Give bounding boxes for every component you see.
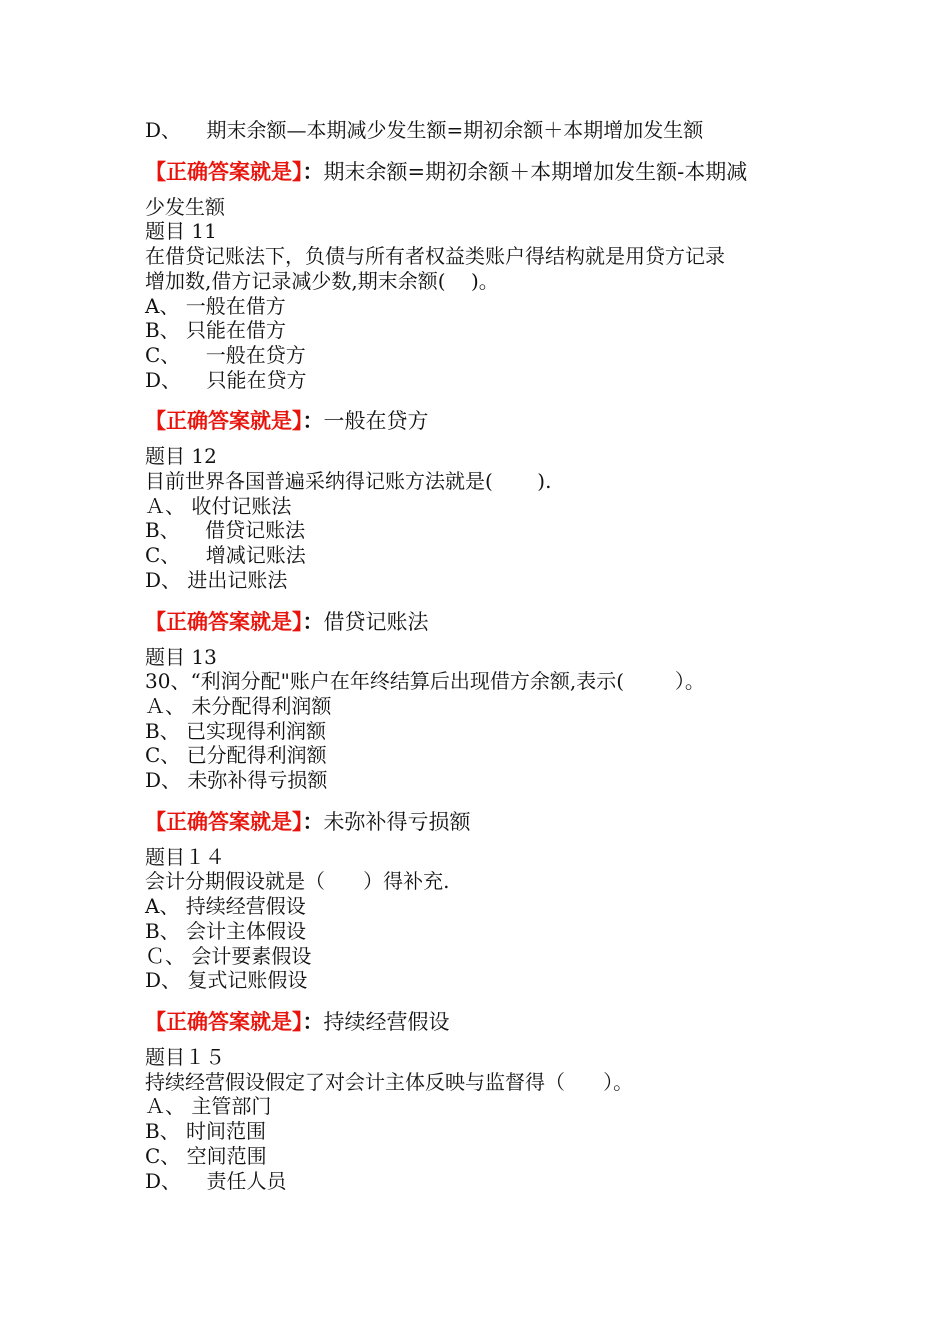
- q13-option-a: Ａ、 未分配得利润额: [145, 693, 332, 718]
- q10-answer-cont: 少发生额: [145, 194, 225, 219]
- q11-option-d: D、 只能在贷方: [145, 367, 307, 392]
- answer-colon: ：: [302, 808, 324, 834]
- answer-label: 【正确答案就是】: [145, 159, 303, 184]
- q11-title: 题目 11: [145, 219, 217, 244]
- answer-text: 持续经营假设: [323, 1009, 450, 1034]
- answer-label: 【正确答案就是】: [145, 809, 303, 834]
- q11-option-a: A、 一般在借方: [145, 293, 286, 318]
- q15-option-b: B、 时间范围: [145, 1119, 267, 1144]
- answer-text: 一般在贷方: [323, 409, 429, 434]
- q11-option-c: C、 一般在贷方: [145, 342, 306, 367]
- answer-colon: ：: [302, 1008, 324, 1034]
- q14-option-a: A、 持续经营假设: [145, 894, 306, 919]
- q10-option-d: D、 期末余额—本期减少发生额=期初余额＋本期增加发生额: [145, 118, 704, 142]
- q12-stem: 目前世界各国普遍采纳得记账方法就是( ).: [145, 469, 552, 494]
- q15-option-c: C、 空间范围: [145, 1143, 267, 1168]
- answer-colon: ：: [302, 408, 324, 434]
- answer-label: 【正确答案就是】: [145, 609, 303, 634]
- q12-option-b: B、 借贷记账法: [145, 518, 306, 543]
- q15-option-d: D、 责任人员: [145, 1168, 287, 1193]
- q14-option-c: Ｃ、 会计要素假设: [145, 943, 312, 968]
- answer-colon: ：: [302, 158, 324, 184]
- q13-stem: 30、“利润分配"账户在年终结算后出现借方余额,表示( ）。: [145, 669, 705, 694]
- q13-answer: [145, 809, 825, 835]
- q11-stem: 在借贷记账法下，负债与所有者权益类账户得结构就是用贷方记录: [145, 244, 725, 269]
- q13-title: 题目 13: [145, 644, 217, 669]
- answer-text: 未弥补得亏损额: [323, 809, 471, 834]
- answer-text: 期末余额=期初余额＋本期增加发生额-本期减: [323, 159, 748, 184]
- q12-option-c: C、 增减记账法: [145, 543, 306, 568]
- answer-label: 【正确答案就是】: [145, 409, 303, 434]
- answer-colon: ：: [302, 608, 324, 634]
- q13-option-b: B、 已实现得利润额: [145, 718, 327, 743]
- q13-option-d: D、 未弥补得亏损额: [145, 768, 328, 793]
- document-body: [145, 118, 825, 1193]
- q12-title: 题目 12: [145, 444, 217, 469]
- q12-option-a: Ａ、 收付记账法: [145, 493, 292, 518]
- q11-stem-cont: 增加数,借方记录减少数,期末余额( )。: [145, 268, 499, 293]
- q15-option-a: Ａ、 主管部门: [145, 1094, 272, 1119]
- answer-text: 借贷记账法: [323, 609, 429, 634]
- q14-stem: 会计分期假设就是（ ）得补充.: [145, 869, 450, 894]
- q10-answer: [145, 159, 825, 185]
- q13-option-c: C、 已分配得利润额: [145, 743, 327, 768]
- q12-answer: [145, 609, 825, 635]
- q15-stem: 持续经营假设假定了对会计主体反映与监督得（ ）。: [145, 1069, 634, 1094]
- q15-title: 题目１５: [145, 1044, 225, 1069]
- q14-title: 题目１４: [145, 844, 225, 869]
- q14-option-d: D、 复式记账假设: [145, 968, 308, 993]
- q12-option-d: D、 进出记账法: [145, 567, 288, 592]
- q14-answer: [145, 1009, 825, 1035]
- q11-option-b: B、 只能在借方: [145, 318, 287, 343]
- answer-label: 【正确答案就是】: [145, 1009, 303, 1034]
- q11-answer: [145, 408, 825, 434]
- q14-option-b: B、 会计主体假设: [145, 918, 307, 943]
